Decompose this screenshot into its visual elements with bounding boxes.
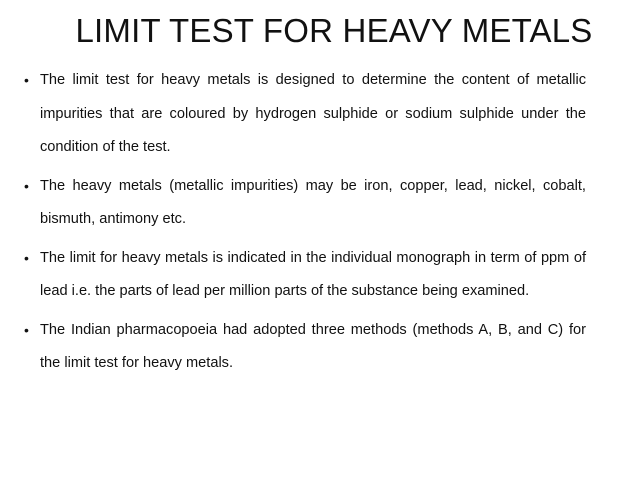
bullet-item (24, 242, 586, 309)
bullet-list (24, 64, 586, 386)
bullet-text: The limit for heavy metals is indicated in the individual monograph in term of ppm of lead i.e. the parts of lead per million parts of the substance being examined. (40, 249, 586, 299)
bullet-dot-icon: • (24, 72, 29, 88)
bullet-dot-icon: • (24, 249, 29, 266)
bullet-dot-icon: • (24, 321, 29, 338)
bullet-item (24, 314, 586, 381)
bullet-item (24, 170, 586, 237)
slide-title: LIMIT TEST FOR HEAVY METALS (75, 12, 593, 49)
bullet-item (24, 64, 586, 165)
bullet-text: The limit test for heavy metals is designed to determine the content of metallic impurities that are coloured by hydrogen sulphide or sodium sulphide under the condition of the test. (40, 72, 586, 155)
bullet-text: The heavy metals (metallic impurities) may be iron, copper, lead, nickel, cobalt, bismuth, antimony etc. (40, 177, 586, 227)
bullet-dot-icon: • (24, 177, 29, 194)
bullet-text: The Indian pharmacopoeia had adopted three methods (methods A, B, and C) for the limit test for heavy metals. (40, 321, 586, 371)
